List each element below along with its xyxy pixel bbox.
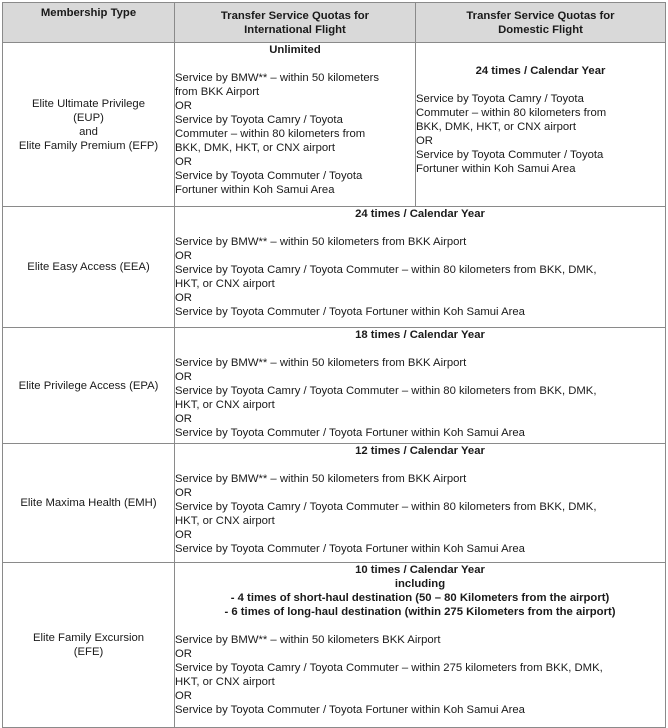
service-line: OR [175,250,192,262]
service-line: Fortuner within Koh Samui Area [416,163,576,175]
quota-label: 18 times / Calendar Year [355,329,485,341]
service-line: OR [175,487,192,499]
membership-type-label: Elite Easy Access (EEA) [27,261,150,273]
international-quota-cell [175,43,416,207]
service-line: Commuter – within 80 kilometers from [416,107,607,119]
service-line: Service by Toyota Camry / Toyota Commuter – within 275 kilometers from BKK, DMK, [175,662,603,674]
quota-label: Unlimited [269,44,321,56]
service-line: OR [175,413,192,425]
membership-type-cell [3,43,175,207]
membership-type-label: and [79,125,98,138]
quota-label: - 6 times of long-haul destination (within 275 Kilometers from the airport) [224,606,616,618]
membership-type-cell [3,207,175,328]
service-line: HKT, or CNX airport [175,399,275,411]
membership-type-label: (EUP) [73,111,104,124]
domestic-quota-cell [416,43,666,207]
quota-cell [175,563,666,728]
service-line: OR [175,292,192,304]
service-line: Service by Toyota Commuter / Toyota [416,149,604,161]
service-line: Service by Toyota Camry / Toyota Commuter – within 80 kilometers from BKK, DMK, [175,385,597,397]
service-line: OR [175,156,192,168]
service-line: Commuter – within 80 kilometers from [175,128,366,140]
service-line: OR [175,648,192,660]
service-line: OR [175,529,192,541]
service-line: from BKK Airport [175,86,260,98]
service-line: Service by BMW** – within 50 kilometers [175,72,380,84]
service-line: Service by BMW** – within 50 kilometers from BKK Airport [175,473,467,485]
service-line: BKK, DMK, HKT, or CNX airport [175,142,336,154]
quota-label: including [394,578,446,590]
header-international-line: International Flight [244,23,346,36]
membership-type-label: Elite Family Excursion [32,632,145,644]
table-row [3,563,666,728]
service-line: HKT, or CNX airport [175,676,275,688]
table-row [3,328,666,444]
service-line: Service by BMW** – within 50 kilometers BKK Airport [175,634,441,646]
header-domestic [416,3,666,43]
membership-type-label: Elite Family Premium (EFP) [18,139,159,152]
header-membership-type: Membership Type [3,3,175,43]
service-line: Service by Toyota Commuter / Toyota Fortuner within Koh Samui Area [175,704,525,716]
service-line: Service by BMW** – within 50 kilometers from BKK Airport [175,357,467,369]
service-line: BKK, DMK, HKT, or CNX airport [416,121,577,133]
quota-cell [175,444,666,563]
header-domestic-line: Transfer Service Quotas for [466,9,615,22]
membership-type-cell [3,563,175,728]
service-line: OR [175,100,192,112]
service-line: Service by Toyota Camry / Toyota Commuter – within 80 kilometers from BKK, DMK, [175,264,597,276]
service-line: Service by BMW** – within 50 kilometers from BKK Airport [175,236,467,248]
service-line: Service by Toyota Commuter / Toyota Fortuner within Koh Samui Area [175,427,525,439]
service-line: Service by Toyota Commuter / Toyota Fortuner within Koh Samui Area [175,306,525,318]
service-line: Service by Toyota Commuter / Toyota [175,170,363,182]
service-line: Service by Toyota Camry / Toyota [416,93,584,105]
membership-type-cell [3,444,175,563]
transfer-quota-table [2,2,666,728]
service-line: Service by Toyota Camry / Toyota Commuter – within 80 kilometers from BKK, DMK, [175,501,597,513]
membership-type-label: (EFE) [73,646,104,658]
service-line: OR [175,371,192,383]
service-line: HKT, or CNX airport [175,278,275,290]
header-international-line: Transfer Service Quotas for [220,9,370,22]
quota-label: - 4 times of short-haul destination (50 – 80 Kilometers from the airport) [230,592,610,604]
membership-type-label: Elite Privilege Access (EPA) [18,379,159,392]
table-row [3,444,666,563]
quota-label: 10 times / Calendar Year [355,564,485,576]
table-row [3,207,666,328]
quota-cell [175,328,666,444]
table-header-row [3,3,666,43]
quota-label: 24 times / Calendar Year [355,208,485,220]
service-line: HKT, or CNX airport [175,515,275,527]
table-row [3,43,666,207]
header-international [175,3,416,43]
quota-label: 12 times / Calendar Year [355,445,485,457]
service-line: OR [175,690,192,702]
service-line: Fortuner within Koh Samui Area [175,184,335,196]
quota-cell [175,207,666,328]
membership-type-label: Elite Ultimate Privilege [31,97,145,110]
service-line: Service by Toyota Commuter / Toyota Fortuner within Koh Samui Area [175,543,525,555]
service-line: OR [416,135,433,147]
header-domestic-line: Domestic Flight [498,23,583,36]
service-line: Service by Toyota Camry / Toyota [175,114,343,126]
membership-type-label: Elite Maxima Health (EMH) [20,497,157,509]
membership-type-cell [3,328,175,444]
quota-label: 24 times / Calendar Year [475,65,606,77]
